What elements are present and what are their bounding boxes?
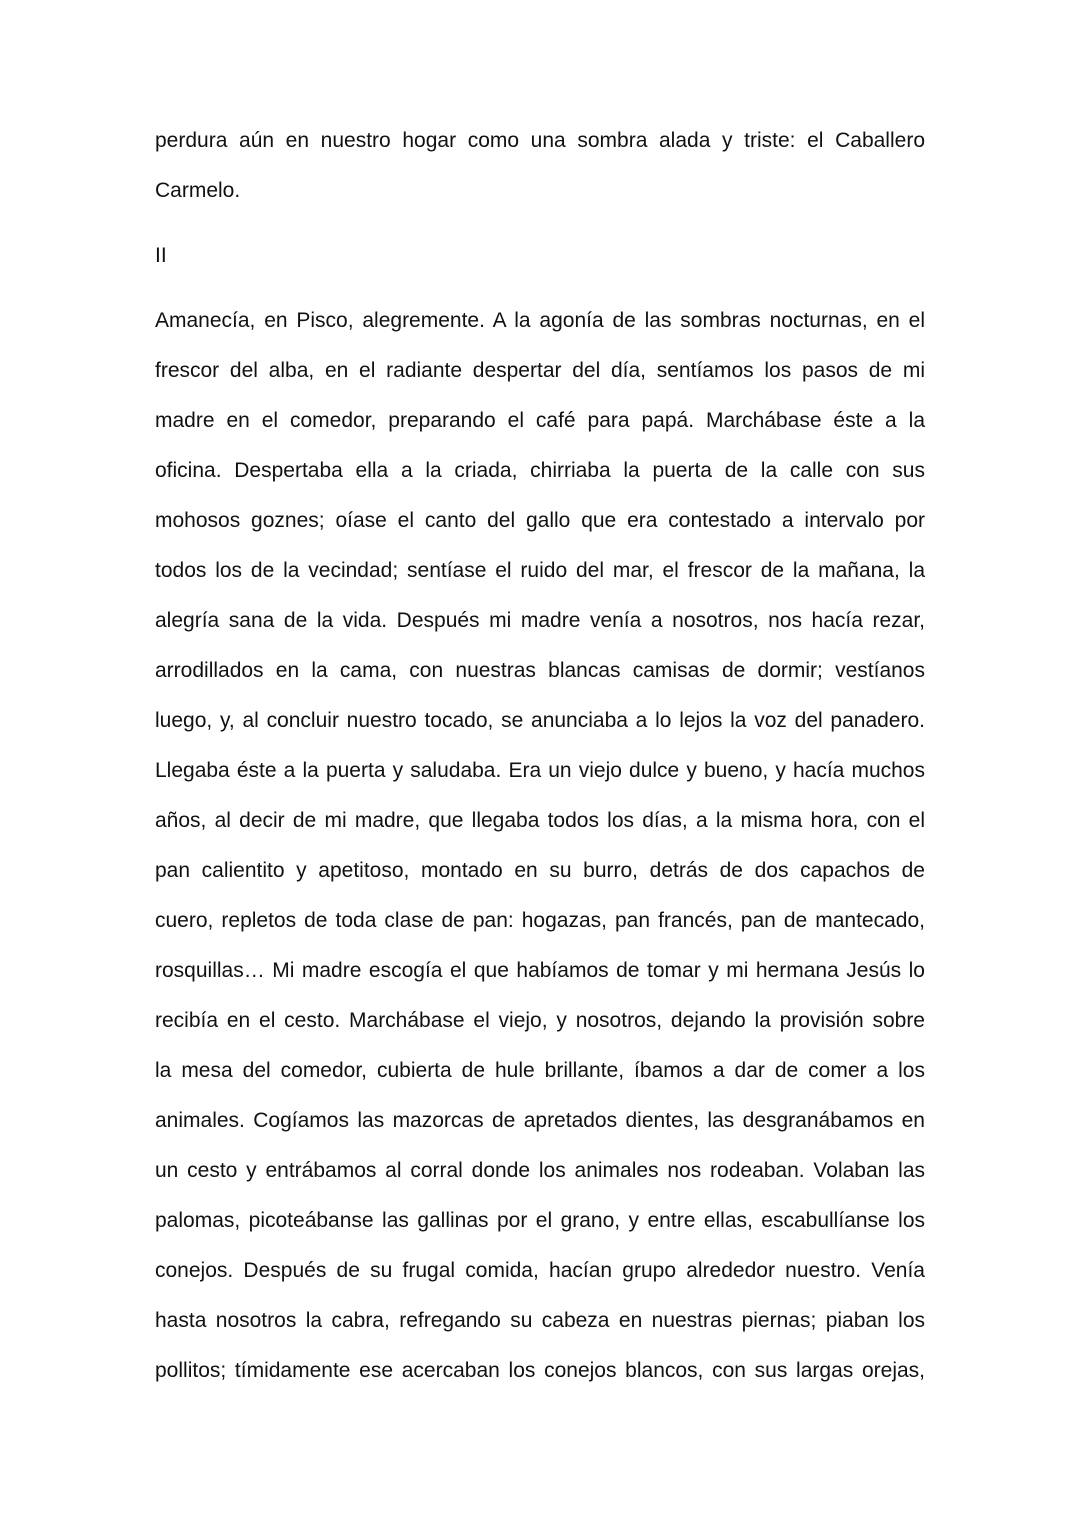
text-line: cuero, repletos de toda clase de pan: hogazas, pan francés, pan de mantecado, (155, 909, 925, 932)
text-line: palomas, picoteábanse las gallinas por el grano, y entre ellas, escabullíanse los (155, 1209, 925, 1232)
text-line: hasta nosotros la cabra, refregando su cabeza en nuestras piernas; piaban los (155, 1309, 925, 1332)
text-line: un cesto y entrábamos al corral donde los animales nos rodeaban. Volaban las (155, 1159, 925, 1182)
text-line: luego, y, al concluir nuestro tocado, se anunciaba a lo lejos la voz del panadero. (155, 709, 925, 732)
text-line: la mesa del comedor, cubierta de hule brillante, íbamos a dar de comer a los (155, 1059, 925, 1082)
text-line: conejos. Después de su frugal comida, hacían grupo alrededor nuestro. Venía (155, 1259, 925, 1282)
text-line: rosquillas… Mi madre escogía el que habíamos de tomar y mi hermana Jesús lo (155, 959, 925, 982)
text-line: Llegaba éste a la puerta y saludaba. Era un viejo dulce y bueno, y hacía muchos (155, 759, 925, 782)
text-line: recibía en el cesto. Marchábase el viejo, y nosotros, dejando la provisión sobre (155, 1009, 925, 1032)
text-line: arrodillados en la cama, con nuestras blancas camisas de dormir; vestíanos (155, 659, 925, 682)
text-line: Carmelo. (155, 179, 241, 202)
text-line: años, al decir de mi madre, que llegaba todos los días, a la misma hora, con el (155, 809, 925, 832)
text-line: animales. Cogíamos las mazorcas de apretados dientes, las desgranábamos en (155, 1109, 925, 1132)
text-line: Amanecía, en Pisco, alegremente. A la agonía de las sombras nocturnas, en el (155, 309, 925, 332)
text-line: pan calientito y apetitoso, montado en su burro, detrás de dos capachos de (155, 859, 925, 882)
text-line: madre en el comedor, preparando el café para papá. Marchábase éste a la (155, 409, 925, 432)
text-line: frescor del alba, en el radiante despertar del día, sentíamos los pasos de mi (155, 359, 925, 382)
text-line: mohosos goznes; oíase el canto del gallo que era contestado a intervalo por (155, 509, 925, 532)
text-line: perdura aún en nuestro hogar como una sombra alada y triste: el Caballero (155, 129, 925, 152)
text-line: todos los de la vecindad; sentíase el ruido del mar, el frescor de la mañana, la (155, 559, 925, 582)
section-heading: II (155, 244, 167, 267)
text-line: oficina. Despertaba ella a la criada, chirriaba la puerta de la calle con sus (155, 459, 925, 482)
text-line: pollitos; tímidamente ese acercaban los conejos blancos, con sus largas orejas, (155, 1359, 925, 1382)
text-line: alegría sana de la vida. Después mi madre venía a nosotros, nos hacía rezar, (155, 609, 925, 632)
